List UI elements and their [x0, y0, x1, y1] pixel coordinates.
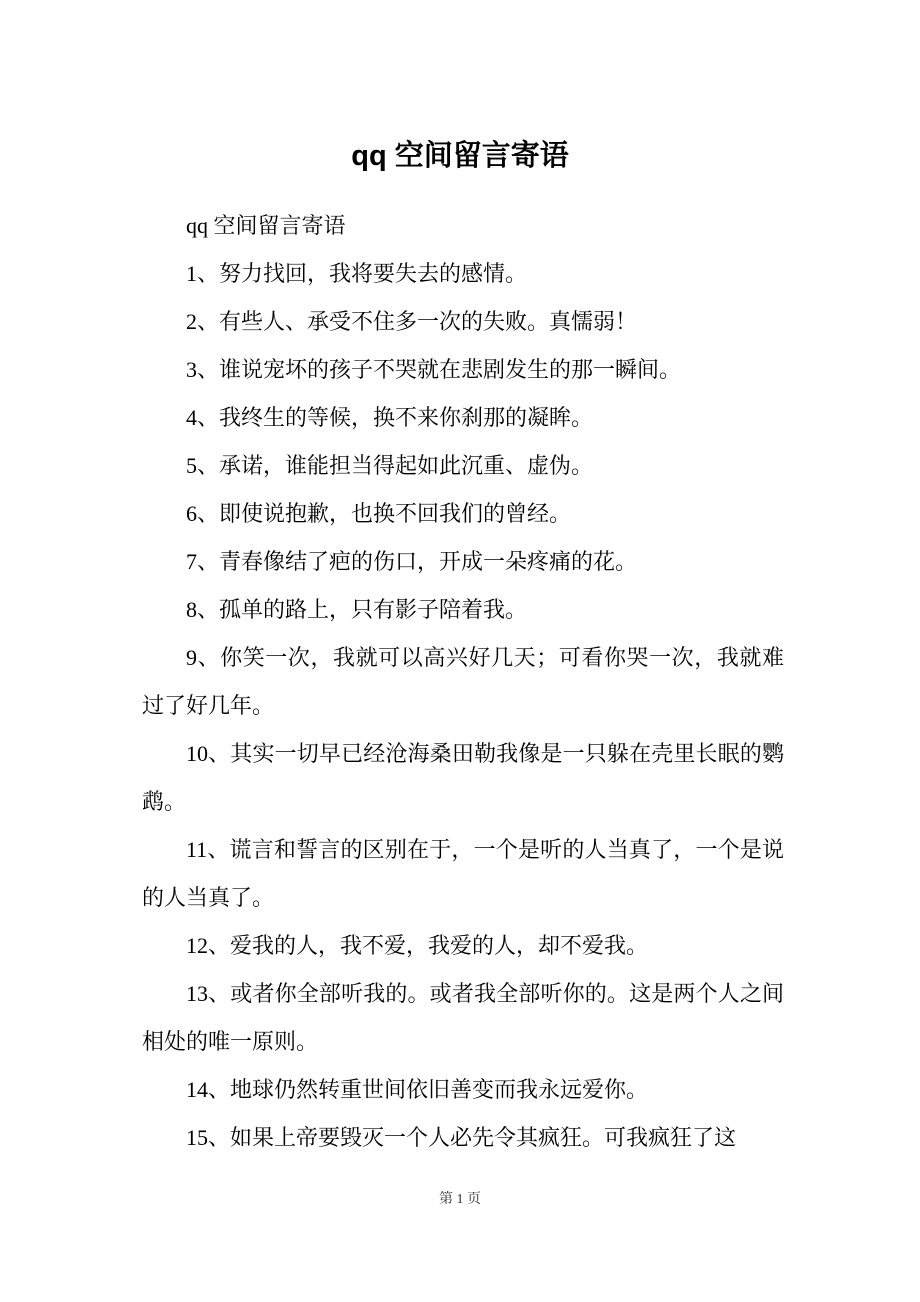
message-item-8: 8、孤单的路上，只有影子陪着我。	[186, 597, 528, 622]
message-item-9: 9、你笑一次，我就可以高兴好几天；可看你哭一次，我就难过了好几年。	[142, 645, 784, 718]
message-item-10: 10、其实一切早已经沧海桑田勒我像是一只躲在壳里长眠的鹦鹉。	[142, 741, 784, 814]
intro-paragraph: qq 空间留言寄语	[186, 213, 346, 238]
page-number-footer: 第 1 页	[439, 1192, 481, 1207]
message-item-11: 11、谎言和誓言的区别在于，一个是听的人当真了，一个是说的人当真了。	[142, 837, 784, 910]
message-item-5: 5、承诺，谁能担当得起如此沉重、虚伪。	[186, 453, 594, 478]
message-item-4: 4、我终生的等候，换不来你刹那的凝眸。	[186, 405, 594, 430]
message-item-1: 1、努力找回，我将要失去的感情。	[186, 261, 528, 286]
message-item-6: 6、即使说抱歉，也换不回我们的曾经。	[186, 501, 572, 526]
message-item-3: 3、谁说宠坏的孩子不哭就在悲剧发生的那一瞬间。	[186, 357, 682, 382]
message-item-14: 14、地球仍然转重世间依旧善变而我永远爱你。	[186, 1077, 649, 1102]
message-item-15: 15、如果上帝要毁灭一个人必先令其疯狂。可我疯狂了这	[186, 1125, 737, 1150]
document-title: qq 空间留言寄语	[351, 140, 569, 172]
document-body	[142, 202, 784, 1162]
message-item-13: 13、或者你全部听我的。或者我全部听你的。这是两个人之间相处的唯一原则。	[142, 981, 784, 1054]
message-item-2: 2、有些人、承受不住多一次的失败。真懦弱！	[186, 309, 638, 334]
message-item-12: 12、爱我的人，我不爱，我爱的人，却不爱我。	[186, 933, 649, 958]
message-item-7: 7、青春像结了疤的伤口，开成一朵疼痛的花。	[186, 549, 638, 574]
